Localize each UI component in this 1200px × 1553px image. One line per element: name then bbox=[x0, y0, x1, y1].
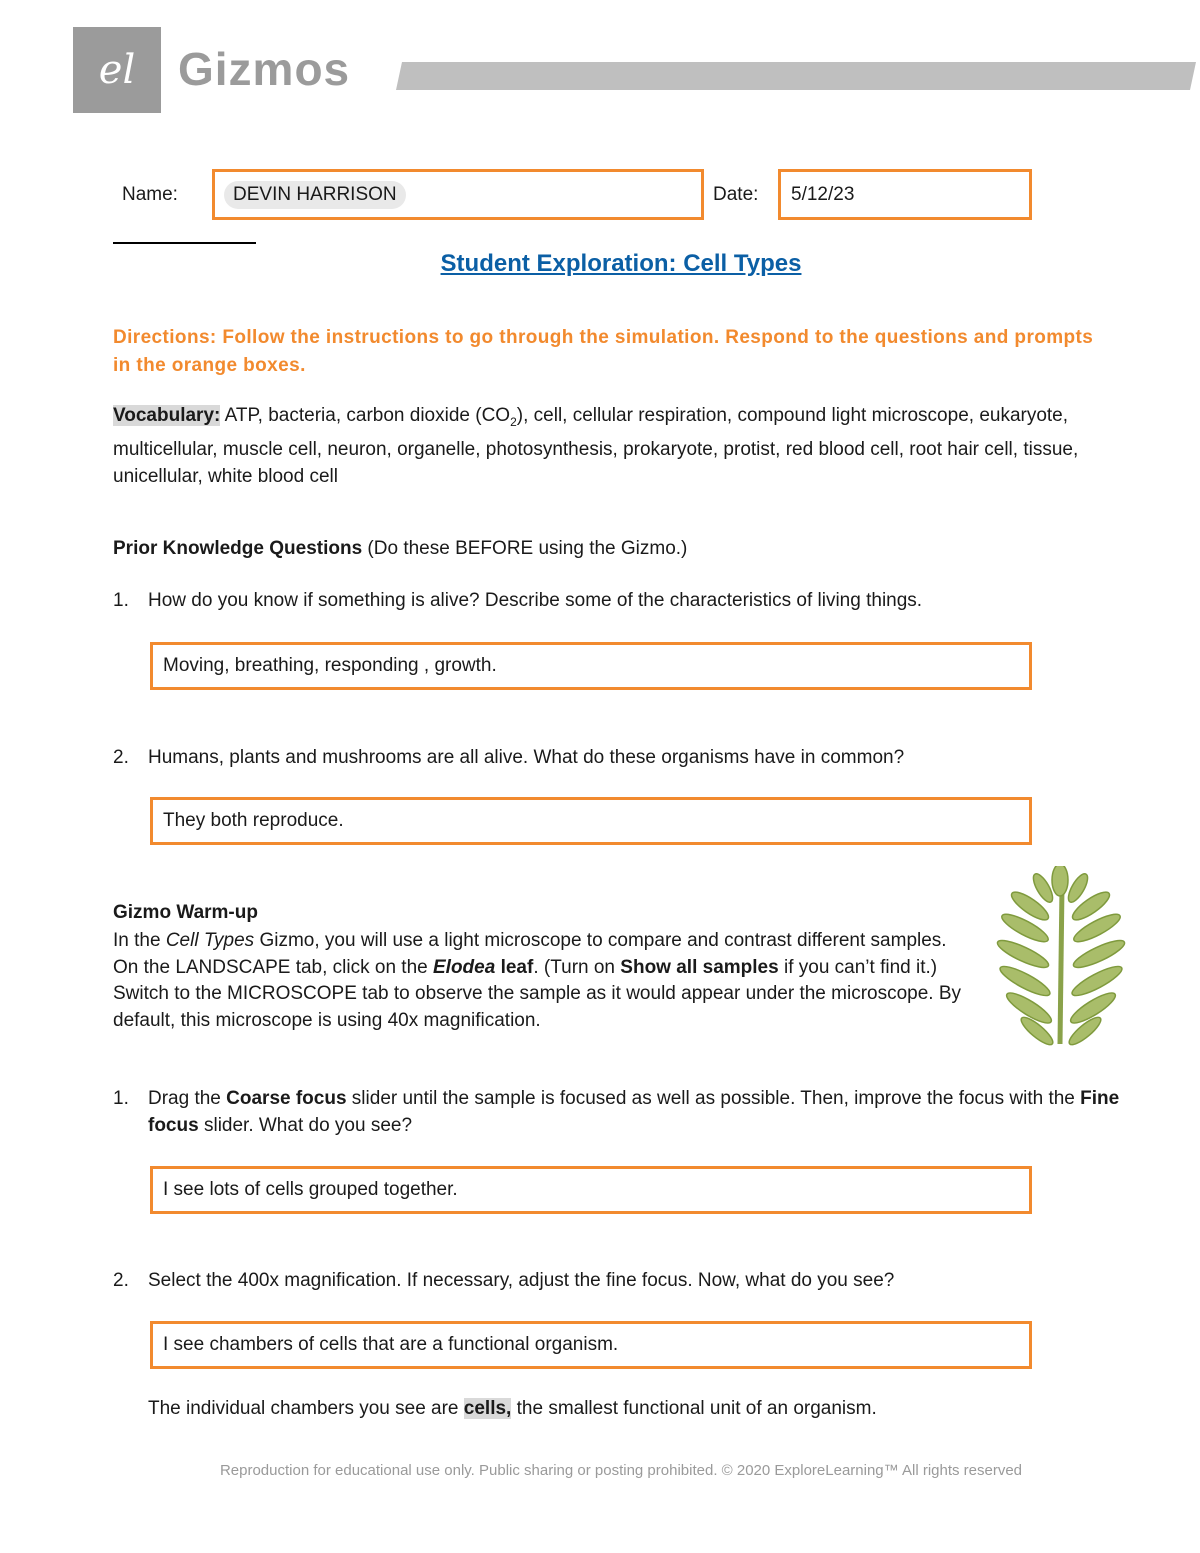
footer-copyright: Reproduction for educational use only. Public sharing or posting prohibited. © 2020 ExploreLearning™ All rights reserved bbox=[219, 1462, 1023, 1479]
question-warmup-2 bbox=[113, 1270, 1133, 1292]
question-text: How do you know if something is alive? Describe some of the characteristics of living things. bbox=[148, 590, 923, 611]
answer-text: They both reproduce. bbox=[163, 810, 344, 831]
vocabulary-label: Vocabulary: bbox=[113, 405, 221, 426]
date-label: Date: bbox=[713, 184, 759, 205]
intro-part: . (Turn on bbox=[533, 956, 621, 978]
fine-focus-term: Fine focus bbox=[148, 1088, 1120, 1136]
elodea-term: Elodea bbox=[433, 956, 496, 978]
question-pk-2 bbox=[113, 747, 1133, 769]
question-number: 1. bbox=[113, 1088, 129, 1109]
warmup-heading: Gizmo Warm-up bbox=[113, 902, 258, 923]
intro-part: if you can’t find it.) Switch to the MICROSCOPE tab to observe the sample as it would appear under the microscope. By default, this microscope is using 40x magnification. bbox=[113, 956, 962, 1031]
question-text bbox=[148, 1086, 1133, 1139]
date-value: 5/12/23 bbox=[791, 183, 855, 205]
page-title: Student Exploration: Cell Types bbox=[440, 250, 802, 277]
explorelearning-logo bbox=[73, 27, 161, 113]
gizmos-brand: Gizmos bbox=[178, 43, 351, 95]
answer-text: Moving, breathing, responding , growth. bbox=[163, 655, 497, 676]
coarse-focus-term: Coarse focus bbox=[226, 1088, 347, 1109]
gizmo-name: Cell Types bbox=[165, 930, 255, 951]
show-all-samples-term: Show all samples bbox=[620, 956, 779, 978]
question-text: Humans, plants and mushrooms are all alive. What do these organisms have in common? bbox=[148, 747, 905, 768]
divider-line bbox=[113, 242, 256, 244]
answer-box-warmup-1[interactable] bbox=[150, 1166, 1032, 1214]
leaf-term: leaf bbox=[495, 956, 534, 978]
vocabulary-paragraph bbox=[113, 402, 1133, 490]
question-number: 2. bbox=[113, 1270, 129, 1291]
question-text: Select the 400x magnification. If necessary, adjust the fine focus. Now, what do you see? bbox=[148, 1270, 895, 1291]
question-part: slider. What do you see? bbox=[198, 1114, 413, 1136]
logo-glyph: el bbox=[98, 47, 136, 93]
vocabulary-text-b: ), cell, cellular respiration, compound light microscope, eukaryote, multicellular, muscle cell, neuron, organelle, photosynthesis, prokaryote, protist, red blood cell, root hair cell, tissue, unicellular, white blood cell bbox=[113, 405, 1079, 487]
date-field[interactable] bbox=[778, 169, 1032, 220]
directions-text: Directions: Follow the instructions to go through the simulation. Respond to the questions and prompts in the orange boxes. bbox=[113, 327, 1094, 376]
question-warmup-1 bbox=[113, 1086, 1133, 1139]
question-part: Drag the bbox=[148, 1088, 227, 1109]
name-value: DEVIN HARRISON bbox=[224, 181, 406, 209]
answer-box-warmup-2[interactable] bbox=[150, 1321, 1032, 1369]
header-bar bbox=[396, 62, 1196, 90]
prior-knowledge-note: (Do these BEFORE using the Gizmo.) bbox=[362, 538, 688, 559]
intro-part: In the bbox=[113, 930, 166, 951]
question-number: 2. bbox=[113, 747, 129, 768]
conclusion-part: the smallest functional unit of an organism. bbox=[511, 1398, 877, 1419]
answer-text: I see lots of cells grouped together. bbox=[163, 1179, 458, 1200]
prior-knowledge-title: Prior Knowledge Questions bbox=[113, 538, 363, 559]
cells-term: cells, bbox=[463, 1398, 512, 1419]
question-pk-1 bbox=[113, 590, 1133, 612]
answer-box-pk-2[interactable] bbox=[150, 797, 1032, 845]
answer-box-pk-1[interactable] bbox=[150, 642, 1032, 690]
warmup-intro bbox=[113, 928, 973, 1034]
intro-part: Gizmo, you will use a light microscope to compare and contrast different samples. On the LANDSCAPE tab, click on the bbox=[113, 930, 947, 978]
question-number: 1. bbox=[113, 590, 129, 611]
vocabulary-text-a: ATP, bacteria, carbon dioxide (CO bbox=[220, 405, 511, 426]
answer-text: I see chambers of cells that are a functional organism. bbox=[163, 1334, 619, 1355]
vocabulary-subscript: 2 bbox=[510, 414, 517, 429]
name-label: Name: bbox=[122, 184, 178, 205]
conclusion-sentence bbox=[148, 1398, 877, 1420]
elodea-plant-illustration bbox=[985, 866, 1135, 1046]
prior-knowledge-heading bbox=[113, 538, 687, 560]
question-part: slider until the sample is focused as well as possible. Then, improve the focus with the bbox=[346, 1088, 1081, 1109]
conclusion-part: The individual chambers you see are bbox=[148, 1398, 464, 1419]
